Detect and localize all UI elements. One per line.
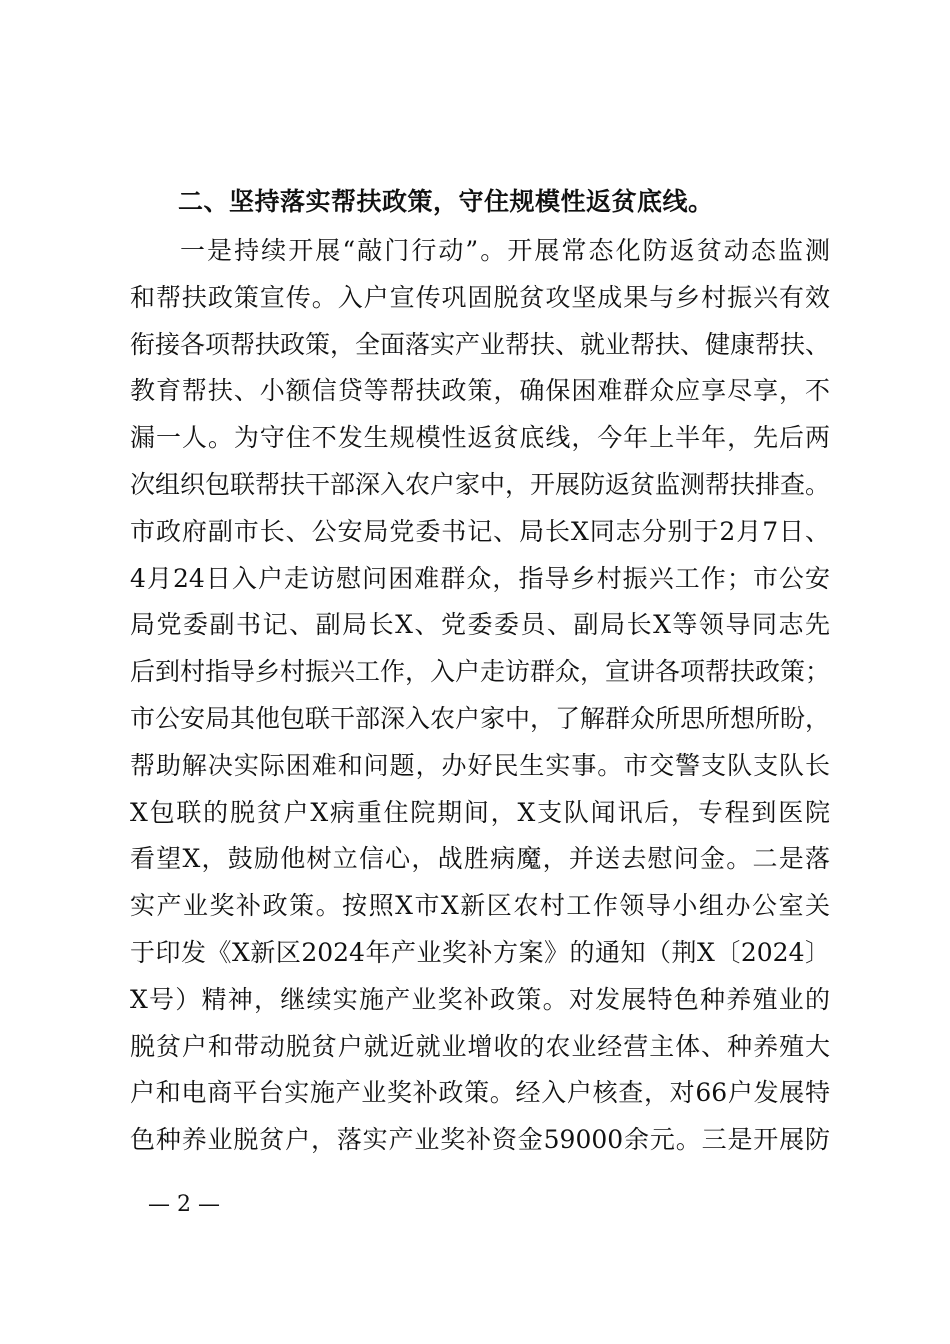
section-heading: 二、坚持落实帮扶政策，守住规模性返贫底线。 [178, 187, 714, 216]
paragraph-line: 市公安局其他包联干部深入农户家中，了解群众所思所想所盼， [130, 703, 830, 733]
page-number: — 2 — [148, 1192, 220, 1217]
paragraph-line: 4月24日入户走访慰问困难群众，指导乡村振兴工作；市公安 [130, 563, 830, 593]
paragraph-line: 教育帮扶、小额信贷等帮扶政策，确保困难群众应享尽享，不 [130, 376, 830, 406]
paragraph-line: X号）精神，继续实施产业奖补政策。对发展特色种养殖业的 [130, 984, 830, 1014]
paragraph-line: 看望X，鼓励他树立信心，战胜病魔，并送去慰问金。二是落 [130, 844, 830, 874]
paragraph-line: 脱贫户和带动脱贫户就近就业增收的农业经营主体、种养殖大 [130, 1031, 830, 1061]
paragraph-line: 市政府副市长、公安局党委书记、局长X同志分别于2月7日、 [130, 516, 830, 546]
paragraph-line: 户和电商平台实施产业奖补政策。经入户核查，对66户发展特 [130, 1078, 830, 1108]
paragraph-line: 漏一人。为守住不发生规模性返贫底线，今年上半年，先后两 [130, 423, 830, 453]
paragraph-line: X包联的脱贫户X病重住院期间，X支队闻讯后，专程到医院 [130, 797, 830, 827]
paragraph-line: 色种养业脱贫户，落实产业奖补资金59000余元。三是开展防 [130, 1125, 830, 1155]
paragraph-line: 次组织包联帮扶干部深入农户家中，开展防返贫监测帮扶排查。 [130, 469, 830, 499]
paragraph-line: 后到村指导乡村振兴工作，入户走访群众，宣讲各项帮扶政策； [130, 657, 830, 687]
paragraph-line: 局党委副书记、副局长X、党委委员、副局长X等领导同志先 [130, 610, 830, 640]
paragraph-line: 和帮扶政策宣传。入户宣传巩固脱贫攻坚成果与乡村振兴有效 [130, 282, 830, 312]
body-paragraph [130, 228, 830, 1164]
paragraph-line: 帮助解决实际困难和问题，办好民生实事。市交警支队支队长 [130, 750, 830, 780]
paragraph-line: 衔接各项帮扶政策，全面落实产业帮扶、就业帮扶、健康帮扶、 [130, 329, 830, 359]
paragraph-line: 一是持续开展“敲门行动”。开展常态化防返贫动态监测 [180, 236, 830, 265]
paragraph-line: 于印发《X新区2024年产业奖补方案》的通知（荆X〔2024〕 [130, 937, 830, 967]
paragraph-line: 实产业奖补政策。按照X市X新区农村工作领导小组办公室关 [130, 891, 830, 921]
